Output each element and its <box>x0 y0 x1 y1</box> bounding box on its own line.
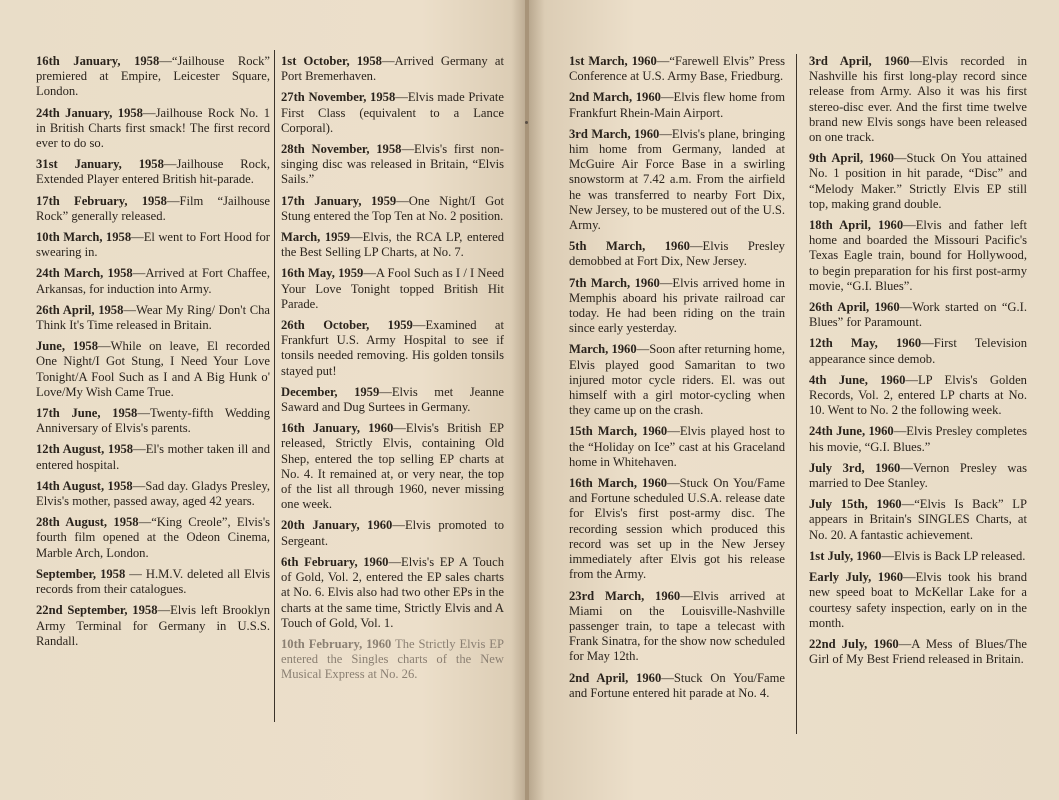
entry-date: 6th February, 1960 <box>281 554 389 569</box>
timeline-entry <box>281 318 504 379</box>
entry-text: —While on leave, El recorded One Night/I Got Stung, I Need Your Love Tonight/A Fool Such as I and A Big Hunk o' Love/My Wish Came True. <box>36 339 270 399</box>
timeline-entry <box>36 303 270 333</box>
entry-date: 16th March, 1960 <box>569 476 668 491</box>
entry-text: —Elvis Presley completes his movie, “G.I. Blues.” <box>809 424 1027 454</box>
timeline-entry <box>36 230 270 260</box>
timeline-entry <box>281 90 504 136</box>
entry-date: July 3rd, 1960 <box>809 460 901 475</box>
timeline-entry <box>36 515 270 561</box>
timeline-entry <box>569 671 785 701</box>
entry-text: —Elvis flew home from Frankfurt Rhein-Main Airport. <box>569 90 786 120</box>
entry-text: —“Jailhouse Rock” premiered at Empire, Leicester Square, London. <box>36 54 271 99</box>
timeline-entry <box>809 424 1027 454</box>
left-page <box>0 0 527 800</box>
entry-date: 28th August, 1958 <box>36 515 139 530</box>
timeline-entry <box>809 373 1027 419</box>
entry-text: —Elvis, the RCA LP, entered the Best Selling LP Charts, at No. 7. <box>281 230 504 260</box>
timeline-entry <box>281 637 504 683</box>
entry-date: 1st March, 1960 <box>569 54 657 68</box>
entry-date: 14th August, 1958 <box>36 478 133 493</box>
entry-text: —Wear My Ring/ Don't Cha Think It's Time released in Britain. <box>36 302 270 333</box>
entry-text: —Elvis's British EP released, Strictly Elvis, containing Old Shep, entered the top selling EP charts at No. 4. It remained at, or very near, the top of the list all through 1960, never missing one week. <box>281 421 505 512</box>
timeline-entry <box>809 54 1027 145</box>
timeline-entry <box>809 461 1027 491</box>
timeline-entry <box>569 276 785 337</box>
entry-date: 20th January, 1960 <box>281 518 393 533</box>
entry-date: 17th June, 1958 <box>36 406 138 421</box>
entry-date: 26th April, 1960 <box>809 300 900 315</box>
entry-date: 16th January, 1958 <box>36 54 160 68</box>
timeline-entry <box>36 479 270 509</box>
entry-date: 9th April, 1960 <box>809 151 894 166</box>
entry-date: 28th November, 1958 <box>281 142 402 157</box>
entry-date: 1st July, 1960 <box>809 548 882 563</box>
entry-text: —Soon after returning home, Elvis played good Samaritan to two injured motor cycle riders. El. was out himself with a girl motor-cycling when they came up on the crash. <box>569 342 786 418</box>
timeline-entry <box>809 549 1027 564</box>
entry-date: March, 1960 <box>569 342 637 357</box>
entry-text: —Work started on “G.I. Blues” for Paramount. <box>809 300 1028 330</box>
timeline-entry <box>809 336 1027 366</box>
timeline-entry <box>809 218 1027 294</box>
entry-text: —“Farewell Elvis” Press Conference at U.S. Army Base, Friedburg. <box>569 54 785 84</box>
timeline-entry <box>569 239 785 269</box>
timeline-entry <box>36 266 270 296</box>
entry-text: —First Television appearance since demob. <box>809 336 1027 366</box>
entry-date: 26th April, 1958 <box>36 302 124 317</box>
entry-text: —Elvis and father left home and boarded the Missouri Pacific's Texas Eagle train, bound for Hollywood, to begin preparation for his first post-army movie, “G.I. Blues”. <box>809 218 1027 293</box>
entry-text: —Examined at Frankfurt U.S. Army Hospital to see if tonsils needed removing. His golden tonsils stayed put! <box>281 318 505 378</box>
entry-date: 15th March, 1960 <box>569 424 668 439</box>
timeline-entry <box>569 342 785 418</box>
entry-date: 1st October, 1958 <box>281 54 382 68</box>
entry-text: —Stuck On You/Fame and Fortune scheduled U.S.A. release date for Elvis's first post-army disc. The recording session which produced this record was set up in the New Jersey immediately after Elvis got his release from the Army. <box>569 476 785 582</box>
timeline-entry <box>36 339 270 400</box>
entry-text: —A Mess of Blues/The Girl of My Best Friend released in Britain. <box>809 636 1027 667</box>
entry-text: —Elvis arrived home in Memphis aboard his private railroad car today. He had been riding on the train since early yesterday. <box>569 275 785 336</box>
entry-text: —A Fool Such as I / I Need Your Love Tonight topped British Hit Parade. <box>281 266 504 311</box>
right-column-2 <box>809 54 1027 673</box>
entry-date: June, 1958 <box>36 339 98 354</box>
entry-text: —Elvis's first non-singing disc was released in Britain, “Elvis Sails.” <box>281 142 504 187</box>
timeline-entry <box>36 194 270 224</box>
entry-text: —LP Elvis's Golden Records, Vol. 2, entered LP charts at No. 10. Went to No. 2 the following week. <box>809 372 1027 418</box>
timeline-entry <box>36 442 270 472</box>
entry-date: 24th January, 1958 <box>36 105 143 120</box>
entry-text: —Elvis took his brand new speed boat to McKellar Lake for a courtesy safety inspection, early on in the month. <box>809 570 1027 630</box>
timeline-entry <box>569 127 785 233</box>
timeline-entry <box>809 300 1027 330</box>
entry-text: —“King Creole”, Elvis's fourth film opened at the Odeon Cinema, Marble Arch, London. <box>36 515 270 560</box>
entry-text: —“Elvis Is Back” LP appears in Britain's SINGLES Charts, at No. 20. A fantastic achievement. <box>809 497 1027 542</box>
entry-date: 26th October, 1959 <box>281 318 413 333</box>
timeline-entry <box>281 518 504 548</box>
entry-text: —Elvis made Private First Class (equivalent to a Lance Corporal). <box>281 90 504 135</box>
entry-text: —Elvis's plane, bringing him home from Germany, landed at McGuire Air Force Base in a swirling snowstorm at 7.42 a.m. From the airfield he was transferred to nearby Fort Dix, New Jersey, to be mustered out of the U.S. Army. <box>569 126 785 233</box>
entry-text: —Elvis arrived at Miami on the Louisville-Nashville passenger train, to tape a telecast with Frank Sinatra, for the show now scheduled for May 12th. <box>569 588 785 664</box>
entry-date: 10th February, 1960 <box>281 636 392 651</box>
timeline-entry <box>809 151 1027 212</box>
entry-text: —Elvis played host to the “Holiday on Ice” cast at his Graceland home in Whitehaven. <box>569 424 785 469</box>
column-divider <box>274 50 275 722</box>
timeline-entry <box>36 603 270 649</box>
entry-text: —El went to Fort Hood for swearing in. <box>36 230 270 260</box>
entry-text: —Film “Jailhouse Rock” generally released. <box>36 193 271 223</box>
entry-date: 24th June, 1960 <box>809 424 894 439</box>
entry-text: —Jailhouse Rock No. 1 in British Charts first smack! The first record ever to do so. <box>36 105 270 151</box>
entry-date: 4th June, 1960 <box>809 372 906 387</box>
entry-date: December, 1959 <box>281 384 380 399</box>
timeline-entry <box>281 230 504 260</box>
right-column-1 <box>569 54 785 707</box>
timeline-entry <box>281 421 504 512</box>
timeline-entry <box>569 589 785 665</box>
timeline-entry <box>281 142 504 188</box>
entry-text: —Arrived at Fort Chaffee, Arkansas, for induction into Army. <box>36 266 270 296</box>
entry-date: 2nd April, 1960 <box>569 670 662 685</box>
timeline-entry <box>281 555 504 631</box>
entry-date: 5th March, 1960 <box>569 239 690 254</box>
timeline-entry <box>569 476 785 582</box>
entry-text: —Sad day. Gladys Presley, Elvis's mother, passed away, aged 42 years. <box>36 478 270 509</box>
left-column-1 <box>36 54 270 655</box>
entry-text: The Strictly Elvis EP entered the Singles charts of the New Musical Express at No. 26. <box>281 636 504 682</box>
timeline-entry <box>809 497 1027 543</box>
entry-text: —Elvis met Jeanne Saward and Dug Surtees in Germany. <box>281 384 504 415</box>
column-divider <box>796 54 797 734</box>
entry-text: —Vernon Presley was married to Dee Stanley. <box>809 460 1027 491</box>
entry-date: 12th May, 1960 <box>809 336 922 351</box>
entry-date: 18th April, 1960 <box>809 218 904 233</box>
entry-date: 27th November, 1958 <box>281 90 396 105</box>
timeline-entry <box>569 54 785 84</box>
entry-date: 17th February, 1958 <box>36 193 167 208</box>
entry-text: —Elvis is Back LP released. <box>881 548 1026 563</box>
entry-text: —Stuck On You attained No. 1 position in hit parade, “Disc” and “Melody Maker.” Strictly Elvis EP still top, making grand double. <box>809 151 1028 211</box>
entry-date: 22nd July, 1960 <box>809 636 899 651</box>
entry-date: 3rd April, 1960 <box>809 54 910 68</box>
entry-date: 10th March, 1958 <box>36 230 132 245</box>
timeline-entry <box>281 54 504 84</box>
timeline-entry <box>809 637 1027 667</box>
entry-text: —Twenty-fifth Wedding Anniversary of Elvis's parents. <box>36 406 270 436</box>
entry-text: — H.M.V. deleted all Elvis records from their catalogues. <box>36 566 270 597</box>
entry-text: —Elvis left Brooklyn Army Terminal for Germany in U.S.S. Randall. <box>36 603 270 648</box>
right-page <box>529 0 1059 800</box>
timeline-entry <box>281 266 504 312</box>
entry-text: —Elvis promoted to Sergeant. <box>281 518 505 548</box>
binding-mark <box>525 121 528 124</box>
timeline-entry <box>281 385 504 415</box>
entry-text: —Elvis's EP A Touch of Gold, Vol. 2, entered the EP sales charts at No. 6. Elvis also had two other EPs in the charts at the same time, Strictly Elvis and A Touch of Gold, Vol. 1. <box>281 554 504 630</box>
entry-date: 16th May, 1959 <box>281 266 364 281</box>
timeline-entry <box>569 90 785 120</box>
entry-text: —Arrived Germany at Port Bremerhaven. <box>281 54 504 84</box>
entry-date: 12th August, 1958 <box>36 442 134 457</box>
entry-date: September, 1958 <box>36 566 126 581</box>
timeline-entry <box>809 570 1027 631</box>
entry-date: July 15th, 1960 <box>809 497 902 512</box>
entry-text: —One Night/I Got Stung entered the Top Ten at No. 2 position. <box>281 193 504 223</box>
entry-date: 3rd March, 1960 <box>569 126 660 141</box>
entry-text: —Jailhouse Rock, Extended Player entered British hit-parade. <box>36 157 270 187</box>
timeline-entry <box>36 106 270 152</box>
entry-date: 17th January, 1959 <box>281 193 397 208</box>
timeline-entry <box>36 157 270 187</box>
entry-text: —Elvis Presley demobbed at Fort Dix, New Jersey. <box>569 239 785 269</box>
timeline-entry <box>36 54 270 100</box>
entry-date: 24th March, 1958 <box>36 266 133 281</box>
entry-text: —Elvis recorded in Nashville his first long-play record since release from Army. Also it was his first stereo-disc ever. And the first time twelve brand new Elvis songs have been released on one track. <box>809 54 1028 145</box>
entry-date: March, 1959 <box>281 230 351 245</box>
timeline-entry <box>36 406 270 436</box>
timeline-entry <box>36 567 270 597</box>
entry-date: 16th January, 1960 <box>281 421 394 436</box>
entry-date: 22nd September, 1958 <box>36 603 158 618</box>
entry-date: 23rd March, 1960 <box>569 588 681 603</box>
entry-date: 2nd March, 1960 <box>569 90 661 105</box>
entry-date: 7th March, 1960 <box>569 275 660 290</box>
entry-date: Early July, 1960 <box>809 570 903 585</box>
timeline-entry <box>281 194 504 224</box>
entry-text: —El's mother taken ill and entered hospital. <box>36 442 270 472</box>
timeline-entry <box>569 424 785 470</box>
entry-text: —Stuck On You/Fame and Fortune entered hit parade at No. 4. <box>569 670 785 700</box>
entry-date: 31st January, 1958 <box>36 157 164 172</box>
left-column-2 <box>281 54 504 689</box>
